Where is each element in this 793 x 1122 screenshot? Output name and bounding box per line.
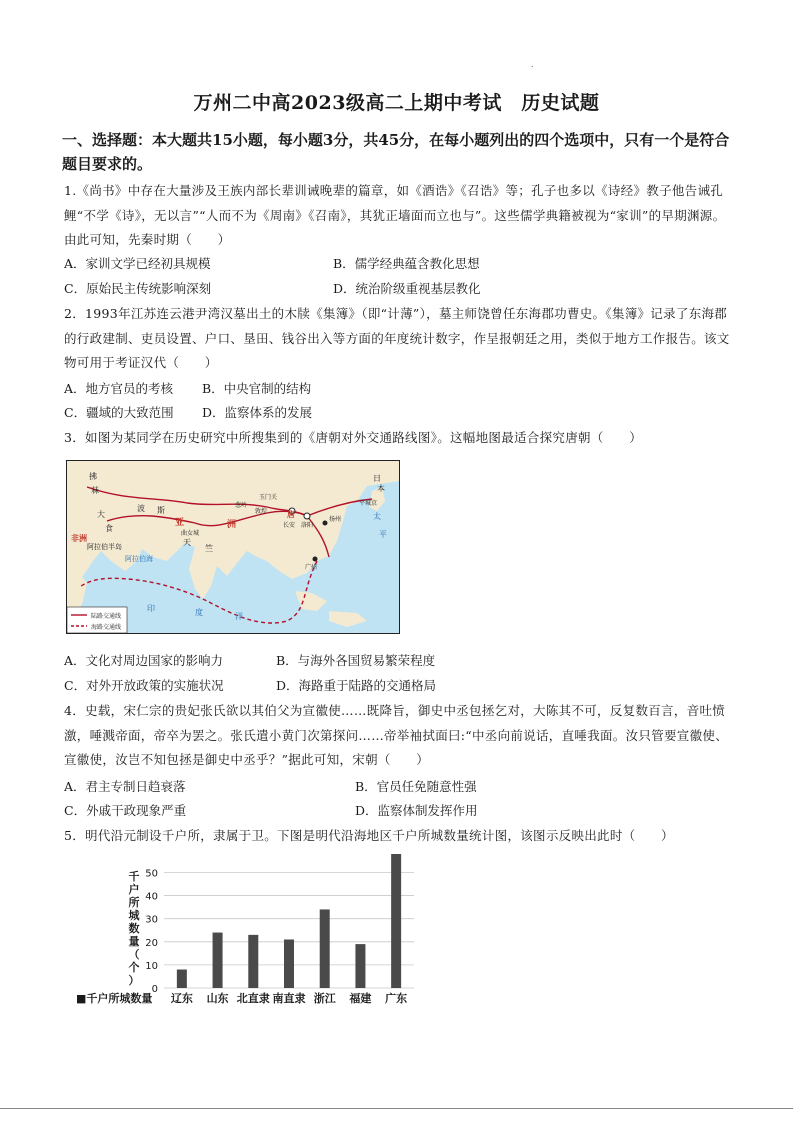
map-label: 天 [183, 538, 191, 547]
map-label: 非洲 [71, 534, 87, 543]
map-label: 洛阳 [301, 522, 314, 529]
y-tick-label: 0 [151, 984, 158, 995]
map-label: 食 [105, 524, 113, 533]
southeast-islands [295, 591, 367, 627]
y-axis-label-char: 量 [128, 935, 140, 948]
question-4-stem: 4．史载，宋仁宗的贵妃张氏欲以其伯父为宣徽使……既降旨，御史中丞包拯乞对，大陈其不可，反复数百言，音吐愤激，唾溅帝面，帝卒为罢之。张氏遣小黄门次第探问……帝举袖拭面曰:“中丞向前说话，直唾我面。汝只管要宣徽使、宣徽使，汝岂不知包拯是御史中丞乎？”据此可知，宋朝（ ） [64, 703, 729, 767]
x-tick-label: 浙江 [313, 992, 336, 1005]
y-axis-label-char: 城 [128, 909, 140, 922]
map-canvas [67, 461, 399, 633]
legend-sea-label: 海路交通线 [91, 624, 122, 631]
chart-bar [248, 935, 258, 988]
x-tick-label: 山东 [206, 992, 229, 1005]
x-tick-label: 福建 [349, 992, 372, 1005]
chart-y-label [129, 869, 141, 987]
y-tick-label: 20 [145, 937, 158, 949]
y-axis-label-char: 所 [128, 896, 140, 909]
q1-option-a: A．家训文学已经初具规模 [64, 256, 211, 271]
question-5-stem: 5．明代沿元制设千户所，隶属于卫。下图是明代沿海地区千户所城数量统计图，该图示反映出此时（ ） [64, 828, 674, 843]
map-label: 日 [373, 474, 381, 483]
page-title: 万州二中高2023级高二上期中考试 历史试题 [193, 92, 600, 114]
map-label: 洋 [235, 612, 243, 621]
city-marker-yangzhou [323, 521, 328, 526]
chart-bar [177, 970, 187, 988]
map-label: 平 [379, 530, 387, 539]
y-tick-label: 30 [145, 914, 158, 926]
garrison-count-chart [74, 850, 434, 1010]
q3-option-c: C．对外开放政策的实施状况 [64, 678, 224, 693]
map-label: 广州 [305, 564, 318, 571]
x-tick-label: 北直隶 [236, 992, 270, 1005]
map-label: 度 [195, 608, 203, 617]
map-label: 长安 [283, 522, 296, 529]
q3-option-a: A．文化对周边国家的影响力 [64, 653, 224, 668]
chart-bar [213, 933, 223, 988]
chart-y-ticks [145, 868, 158, 995]
y-axis-label-char: 个 [128, 961, 140, 974]
map-label: 亚 [175, 518, 185, 528]
section-heading: 一、选择题：本大题共15小题，每小题3分，共45分，在每小题列出的四个选项中，只有一个是符合题目要求的。 [62, 131, 730, 173]
chart-bar [284, 939, 294, 988]
q2-option-a: A．地方官员的考核 [64, 381, 174, 396]
city-marker-luoyang [304, 513, 310, 519]
map-label: 平城京 [359, 500, 378, 507]
chart-bars [177, 854, 401, 988]
q2-option-c: C．疆域的大致范围 [64, 405, 174, 420]
map-label: 斯 [157, 506, 165, 515]
y-tick-label: 50 [145, 868, 158, 880]
chart-svg [74, 850, 434, 1010]
question-2-stem: 2．1993年江苏连云港尹湾汉墓出土的木牍《集簿》（即“计薄”），墓主师饶曾任东海郡功曹史。《集簿》记录了东海郡的行政建制、吏员设置、户口、垦田、钱谷出入等方面的年度统计数字，作呈报朝廷之用，类似于地方工作报告。该文物可用于考证汉代（ ） [64, 306, 730, 370]
header-dot: . [531, 60, 534, 69]
map-label: 曲女城 [181, 530, 200, 537]
map-label: 印 [147, 604, 155, 613]
y-axis-label-char: 千 [128, 870, 140, 883]
page-bottom-rule [0, 1108, 793, 1109]
q3-option-b: B．与海外各国贸易繁荣程度 [276, 653, 436, 668]
q1-option-b: B．儒学经典蕴含教化思想 [333, 256, 480, 271]
map-label: 太 [373, 512, 381, 521]
map-label: 扬州 [329, 516, 342, 523]
map-label: 波 [137, 504, 145, 513]
q4-option-d: D．监察体制发挥作用 [355, 803, 478, 818]
y-tick-label: 10 [145, 960, 158, 972]
map-label: 拂 [89, 472, 97, 481]
x-tick-label: 广东 [385, 992, 408, 1005]
q4-option-b: B．官员任免随意性强 [355, 779, 477, 794]
map-label: 菻 [91, 486, 99, 495]
y-axis-label-char: 数 [128, 922, 140, 935]
map-label: 洲 [227, 520, 237, 530]
tang-route-map [66, 460, 400, 634]
question-1-stem: 1.《尚书》中存在大量涉及王族内部长辈训诫晚辈的篇章，如《酒诰》《召诰》等；孔子也多以《诗经》教子他告诫孔鲤“不学《诗》，无以言”“人而不为《周南》《召南》，其犹正墙面而立也与”。这些儒学典籍被视为“家训”的早期渊源。由此可知，先秦时期（ ） [64, 183, 726, 247]
chart-bar [355, 944, 365, 988]
q2-option-d: D．监察体系的发展 [202, 405, 313, 420]
map-label: 阿拉伯半岛 [87, 543, 122, 551]
y-axis-label-char: 户 [128, 883, 140, 896]
legend-land-label: 陆路交通线 [91, 613, 122, 620]
q4-option-c: C．外戚干政现象严重 [64, 803, 187, 818]
q1-option-d: D．统治阶级重视基层教化 [333, 281, 481, 296]
map-label: 本 [377, 484, 385, 493]
chart-bar [391, 854, 401, 988]
y-axis-label-char: （ [128, 948, 140, 961]
map-label: 敦煌 [255, 508, 268, 515]
chart-x-ticks [171, 991, 407, 1005]
map-label: 大 [97, 510, 105, 519]
map-label: 唐 [287, 510, 295, 519]
x-tick-label: 辽东 [170, 992, 193, 1005]
q3-option-d: D．海路重于陆路的交通格局 [276, 678, 437, 693]
chart-bar [320, 909, 330, 988]
q1-option-c: C．原始民主传统影响深刻 [64, 281, 212, 296]
y-tick-label: 40 [145, 891, 158, 903]
q2-option-b: B．中央官制的结构 [202, 381, 312, 396]
map-label: 竺 [205, 544, 213, 553]
chart-legend: ■千户所城数量 [76, 992, 153, 1005]
q4-option-a: A．君主专制日趋衰落 [64, 779, 186, 794]
y-axis-label-char: ） [128, 974, 140, 987]
map-label: 阿拉伯海 [125, 555, 153, 563]
question-3-stem: 3．如图为某同学在历史研究中所搜集到的《唐朝对外交通路线图》。这幅地图最适合探究唐朝（ ） [64, 430, 643, 445]
map-label: 玉门关 [259, 494, 278, 501]
x-tick-label: 南直隶 [272, 992, 306, 1005]
map-label: 葱岭 [235, 502, 248, 509]
city-marker-guangzhou [313, 557, 318, 562]
